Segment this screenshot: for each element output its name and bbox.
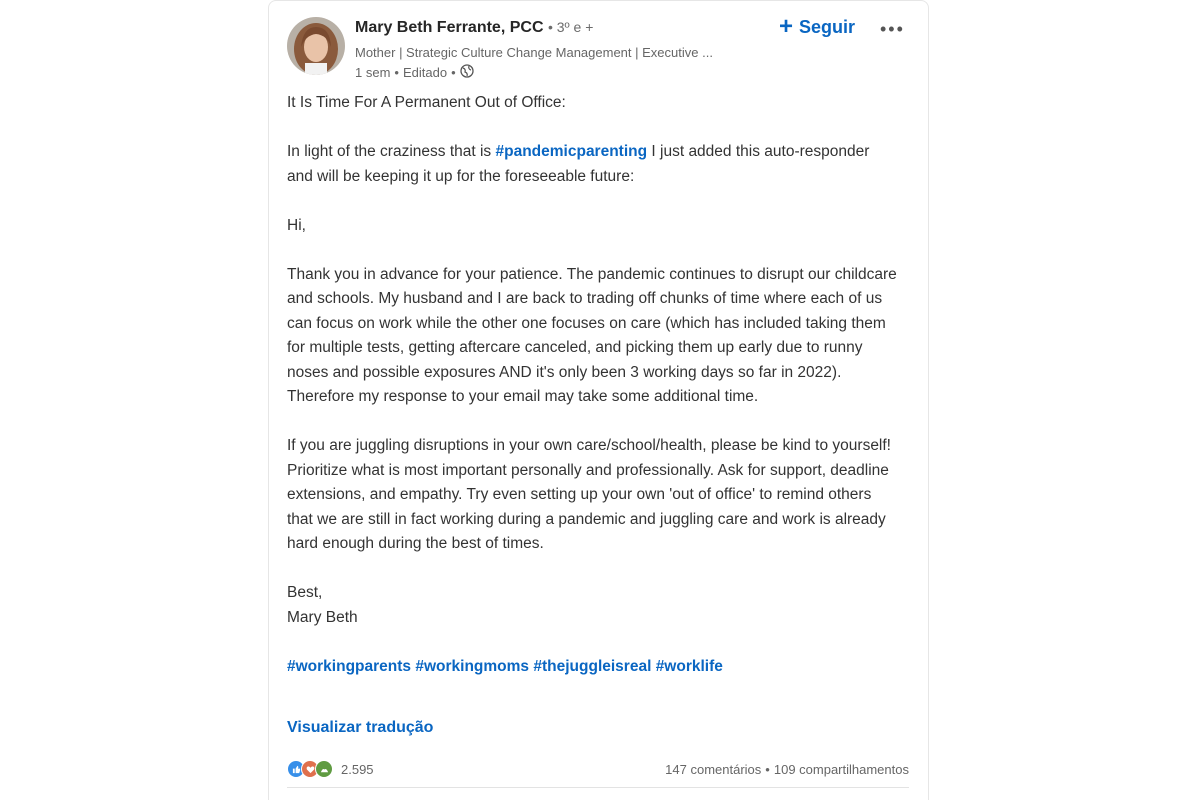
- hashtag-link[interactable]: #thejuggleisreal: [533, 657, 652, 675]
- post-title: It Is Time For A Permanent Out of Office:: [287, 94, 566, 111]
- meta-separator: •: [394, 65, 399, 80]
- reactions-summary[interactable]: [287, 760, 374, 778]
- globe-icon: [460, 64, 474, 81]
- comments-count[interactable]: 147 comentários: [665, 761, 762, 777]
- author-name[interactable]: [355, 19, 593, 37]
- post-signoff: Best, Mary Beth: [287, 584, 358, 626]
- author-avatar[interactable]: [287, 17, 345, 75]
- view-translation-link[interactable]: Visualizar tradução: [287, 719, 434, 736]
- hashtag-link[interactable]: #worklife: [655, 657, 723, 675]
- shares-count[interactable]: 109 compartilhamentos: [773, 761, 909, 777]
- edited-label: Editado: [402, 65, 448, 80]
- support-icon: [315, 760, 333, 778]
- connection-degree: • 3º e +: [547, 19, 594, 35]
- more-options-icon[interactable]: •••: [880, 19, 905, 39]
- hashtag-link[interactable]: #workingmoms: [415, 657, 530, 675]
- divider: [287, 787, 909, 788]
- post-meta: [355, 64, 474, 81]
- reaction-count: 2.595: [341, 761, 374, 777]
- hashtag-link[interactable]: #pandemicparenting: [495, 143, 648, 160]
- post-paragraph: If you are juggling disruptions in your own care/school/health, please be kind to yourself! Prioritize what is most important personally and professionally. Ask for support, deadline extensions, and empathy. Try even setting up your own 'out of office' to remind others that we are still in fact working during a pandemic and juggling care and work is already hard enough during the best of times.: [287, 437, 891, 552]
- counts-separator: •: [765, 761, 770, 777]
- post-signature: Mary Beth: [287, 608, 358, 626]
- author-name-text[interactable]: Mary Beth Ferrante, PCC: [355, 19, 544, 36]
- follow-label: Seguir: [799, 16, 856, 37]
- engagement-counts: [665, 762, 909, 777]
- post-body: [287, 91, 899, 704]
- post-intro: In light of the craziness that is #pandemicparenting I just added this auto-responder and will be keeping it up for the foreseeable future:: [287, 143, 870, 185]
- meta-separator: •: [451, 65, 456, 80]
- post-hashtags: [287, 655, 899, 680]
- post-card: [268, 0, 929, 800]
- social-counts: [287, 757, 909, 781]
- plus-icon: +: [779, 13, 794, 40]
- hashtag-link[interactable]: #workingparents: [287, 657, 412, 675]
- post-greeting: Hi,: [287, 216, 306, 234]
- post-time: 1 sem: [355, 65, 391, 80]
- post-paragraph: Thank you in advance for your patience. The pandemic continues to disrupt our childcare and schools. My husband and I are back to trading off chunks of time where each of us can focus on work while the other one focuses on care (which has included taking them for multiple tests, getting aftercare canceled, and picking them up early due to runny noses and possible exposures AND it's only been 3 working days so far in 2022). Therefore my response to your email may take some additional time.: [287, 265, 897, 405]
- follow-button[interactable]: [779, 15, 855, 39]
- author-headline: Mother | Strategic Culture Change Management | Executive ...: [355, 45, 713, 60]
